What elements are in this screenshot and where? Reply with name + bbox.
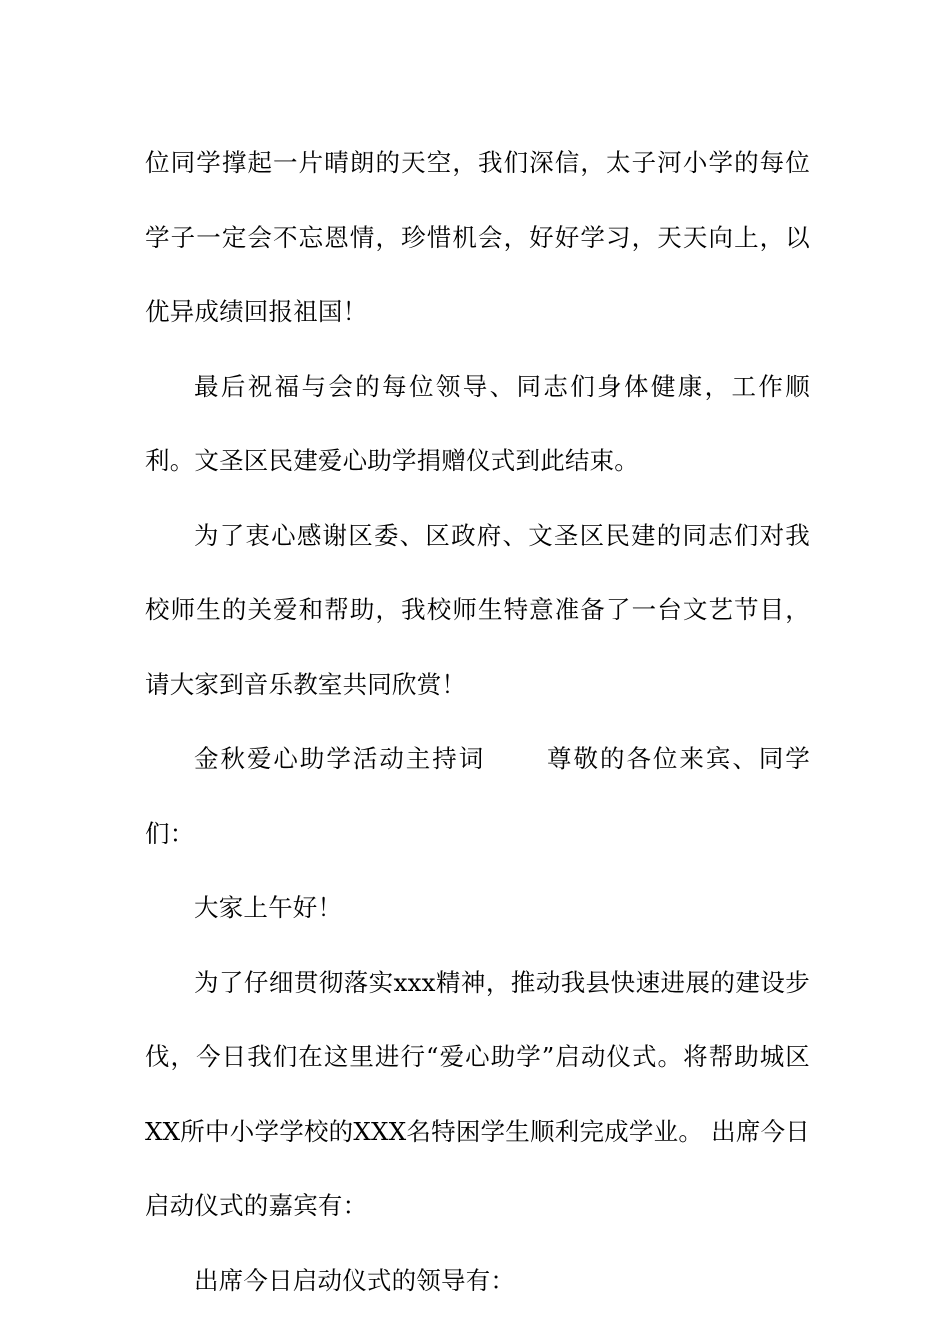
paragraph-closing-wishes: 最后祝福与会的每位领导、同志们身体健康，工作顺利。文圣区民建爱心助学捐赠仪式到此结束。	[145, 371, 810, 475]
speech-greeting: 尊敬的各位来宾、同学们：	[145, 744, 811, 848]
paragraph-thanks: 为了衷心感谢区委、区政府、文圣区民建的同志们对我校师生的关爱和帮助，我校师生特意准备了一台文艺节目，请大家到音乐教室共同欣赏！	[145, 520, 810, 699]
document-body	[145, 126, 810, 1318]
speech-title: 金秋爱心助学活动主持词	[194, 744, 486, 773]
paragraph-purpose: 为了仔细贯彻落实xxx精神，推动我县快速进展的建设步伐，今日我们在这里进行“爱心助学”启动仪式。将帮助城区XX所中小学学校的XXX名特困学生顺利完成学业。 出席今日启动仪式的嘉宾有：	[145, 967, 810, 1220]
paragraph-good-morning: 大家上午好！	[194, 893, 343, 922]
paragraph-leaders: 出席今日启动仪式的领导有：	[194, 1265, 516, 1295]
paragraph-continuation: 位同学撑起一片晴朗的天空，我们深信，太子河小学的每位学子一定会不忘恩情，珍惜机会，好好学习，天天向上，以优异成绩回报祖国！	[145, 148, 810, 326]
paragraph-heading-line	[145, 722, 810, 871]
